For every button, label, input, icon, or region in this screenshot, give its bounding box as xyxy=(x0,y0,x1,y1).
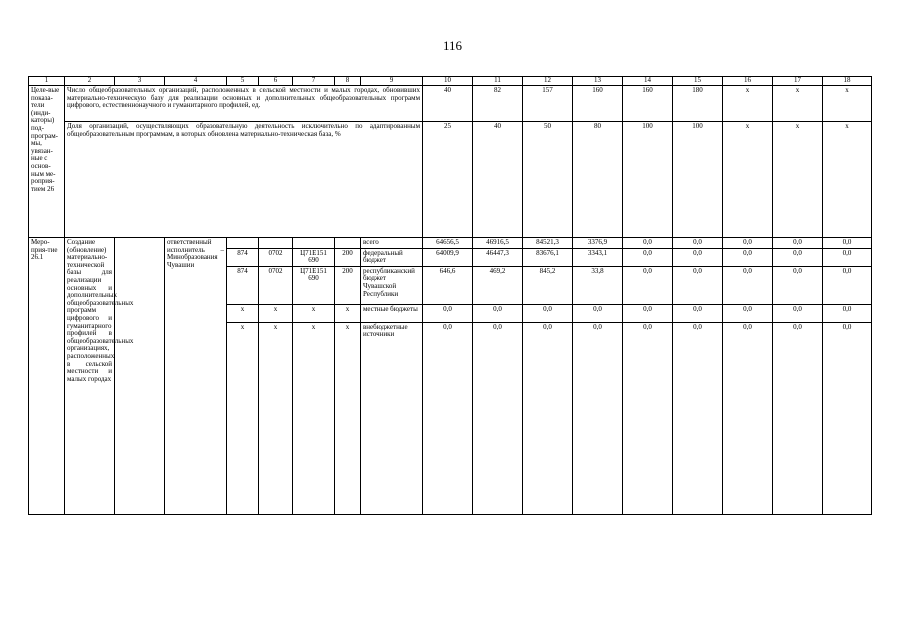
value-cell: 0,0 xyxy=(623,248,673,266)
measure-label: Меро-прия-тие 26.1 xyxy=(29,238,65,515)
table-row xyxy=(29,238,872,249)
value-cell: 0,0 xyxy=(623,266,673,304)
value-cell: 0,0 xyxy=(473,304,523,322)
vr-cell xyxy=(335,238,361,249)
grbs-cell xyxy=(227,238,259,249)
vr-cell: x xyxy=(335,322,361,514)
value-cell: 0,0 xyxy=(823,322,872,514)
value-cell: 0,0 xyxy=(573,304,623,322)
value-cell: 0,0 xyxy=(673,304,723,322)
value-cell: 180 xyxy=(673,86,723,122)
vr-cell: x xyxy=(335,304,361,322)
csr-cell xyxy=(293,238,335,249)
value-cell: 64656,5 xyxy=(423,238,473,249)
value-cell: 3343,1 xyxy=(573,248,623,266)
value-cell: x xyxy=(773,86,823,122)
value-cell: 0,0 xyxy=(773,266,823,304)
page-number: 116 xyxy=(442,38,463,53)
value-cell: 160 xyxy=(573,86,623,122)
value-cell: 100 xyxy=(673,122,723,238)
vr-cell: 200 xyxy=(335,266,361,304)
value-cell: x xyxy=(723,122,773,238)
value-cell: 64009,9 xyxy=(423,248,473,266)
vr-cell: 200 xyxy=(335,248,361,266)
value-cell: 469,2 xyxy=(473,266,523,304)
value-cell: 0,0 xyxy=(723,322,773,514)
column-number: 7 xyxy=(293,77,335,86)
value-cell: 0,0 xyxy=(723,304,773,322)
value-cell: 0,0 xyxy=(773,322,823,514)
funding-source: республиканский бюджет Чувашской Республики xyxy=(361,266,423,304)
value-cell: 33,8 xyxy=(573,266,623,304)
column-number: 10 xyxy=(423,77,473,86)
value-cell: 40 xyxy=(423,86,473,122)
value-cell: 0,0 xyxy=(423,304,473,322)
value-cell: x xyxy=(823,122,872,238)
value-cell: 0,0 xyxy=(573,322,623,514)
value-cell: 160 xyxy=(623,86,673,122)
value-cell: 0,0 xyxy=(673,248,723,266)
column-number: 1 xyxy=(29,77,65,86)
csr-cell: x xyxy=(293,322,335,514)
value-cell: 0,0 xyxy=(823,248,872,266)
value-cell: 83676,1 xyxy=(523,248,573,266)
value-cell: 0,0 xyxy=(823,266,872,304)
column-number-row xyxy=(29,77,872,86)
empty-cell xyxy=(115,238,165,515)
value-cell: 0,0 xyxy=(673,322,723,514)
value-cell: 0,0 xyxy=(673,238,723,249)
column-number: 14 xyxy=(623,77,673,86)
indicator-text: Доля организаций, осуществляющих образовательную деятельность исключительно по адаптированным общеобразовательным программам, в которых обновлена материально-техническая база, % xyxy=(65,122,423,238)
grbs-cell: 874 xyxy=(227,266,259,304)
value-cell: 0,0 xyxy=(473,322,523,514)
value-cell: 0,0 xyxy=(723,266,773,304)
rzpr-cell: x xyxy=(259,322,293,514)
column-number: 9 xyxy=(361,77,423,86)
measure-executor: ответственный исполнитель – Минобразования Чувашии xyxy=(165,238,227,515)
table-row xyxy=(29,86,872,122)
value-cell: 100 xyxy=(623,122,673,238)
program-table xyxy=(28,76,872,515)
value-cell: 0,0 xyxy=(823,304,872,322)
column-number: 15 xyxy=(673,77,723,86)
value-cell: 0,0 xyxy=(673,266,723,304)
column-number: 17 xyxy=(773,77,823,86)
grbs-cell: 874 xyxy=(227,248,259,266)
value-cell: 0,0 xyxy=(623,322,673,514)
value-cell: 50 xyxy=(523,122,573,238)
column-number: 8 xyxy=(335,77,361,86)
value-cell: 3376,9 xyxy=(573,238,623,249)
column-number: 12 xyxy=(523,77,573,86)
csr-cell: x xyxy=(293,304,335,322)
funding-source: местные бюджеты xyxy=(361,304,423,322)
rzpr-cell xyxy=(259,238,293,249)
value-cell: 0,0 xyxy=(523,304,573,322)
csr-cell: Ц71Е151 690 xyxy=(293,248,335,266)
column-number: 16 xyxy=(723,77,773,86)
value-cell: 0,0 xyxy=(623,304,673,322)
value-cell: 0,0 xyxy=(723,248,773,266)
grbs-cell: x xyxy=(227,304,259,322)
value-cell: 0,0 xyxy=(773,304,823,322)
rzpr-cell: 0702 xyxy=(259,266,293,304)
column-number: 11 xyxy=(473,77,523,86)
funding-source: федеральный бюджет xyxy=(361,248,423,266)
value-cell: 25 xyxy=(423,122,473,238)
indicator-text: Число общеобразовательных организаций, расположенных в сельской местности и малых городах, обновивших материально-техническую базу для реализации основных и дополнительных общеобразовательных программ цифрового, естественнонаучного и гуманитарного профилей, ед. xyxy=(65,86,423,122)
column-number: 18 xyxy=(823,77,872,86)
value-cell: 0,0 xyxy=(823,238,872,249)
value-cell: x xyxy=(723,86,773,122)
value-cell: 46916,5 xyxy=(473,238,523,249)
value-cell: 0,0 xyxy=(773,248,823,266)
value-cell: 0,0 xyxy=(623,238,673,249)
column-number: 6 xyxy=(259,77,293,86)
funding-source: внебюджетные источники xyxy=(361,322,423,514)
value-cell: 80 xyxy=(573,122,623,238)
value-cell: 0,0 xyxy=(523,322,573,514)
funding-source: всего xyxy=(361,238,423,249)
value-cell: 0,0 xyxy=(723,238,773,249)
value-cell: x xyxy=(773,122,823,238)
value-cell: 40 xyxy=(473,122,523,238)
value-cell: 157 xyxy=(523,86,573,122)
column-number: 2 xyxy=(65,77,115,86)
table-row xyxy=(29,122,872,238)
value-cell: 0,0 xyxy=(773,238,823,249)
value-cell: 82 xyxy=(473,86,523,122)
value-cell: 0,0 xyxy=(423,322,473,514)
value-cell: 646,6 xyxy=(423,266,473,304)
column-number: 13 xyxy=(573,77,623,86)
value-cell: 845,2 xyxy=(523,266,573,304)
value-cell: 84521,3 xyxy=(523,238,573,249)
column-number: 3 xyxy=(115,77,165,86)
column-number: 5 xyxy=(227,77,259,86)
grbs-cell: x xyxy=(227,322,259,514)
targets-label: Целе-вые показа-тели (инди-каторы) под-програм-мы, увязан-ные с основ-ным ме-роприя-тием 26 xyxy=(29,86,65,238)
rzpr-cell: x xyxy=(259,304,293,322)
rzpr-cell: 0702 xyxy=(259,248,293,266)
measure-name: Создание (обновление) материально-технической базы для реализации основных и дополнительных общеобразовательных программ цифрового и гуманитарного профилей в общеобразовательных организациях, расположенных в сельской местности и малых городах xyxy=(65,238,115,515)
value-cell: 46447,3 xyxy=(473,248,523,266)
value-cell: x xyxy=(823,86,872,122)
column-number: 4 xyxy=(165,77,227,86)
csr-cell: Ц71Е151 690 xyxy=(293,266,335,304)
